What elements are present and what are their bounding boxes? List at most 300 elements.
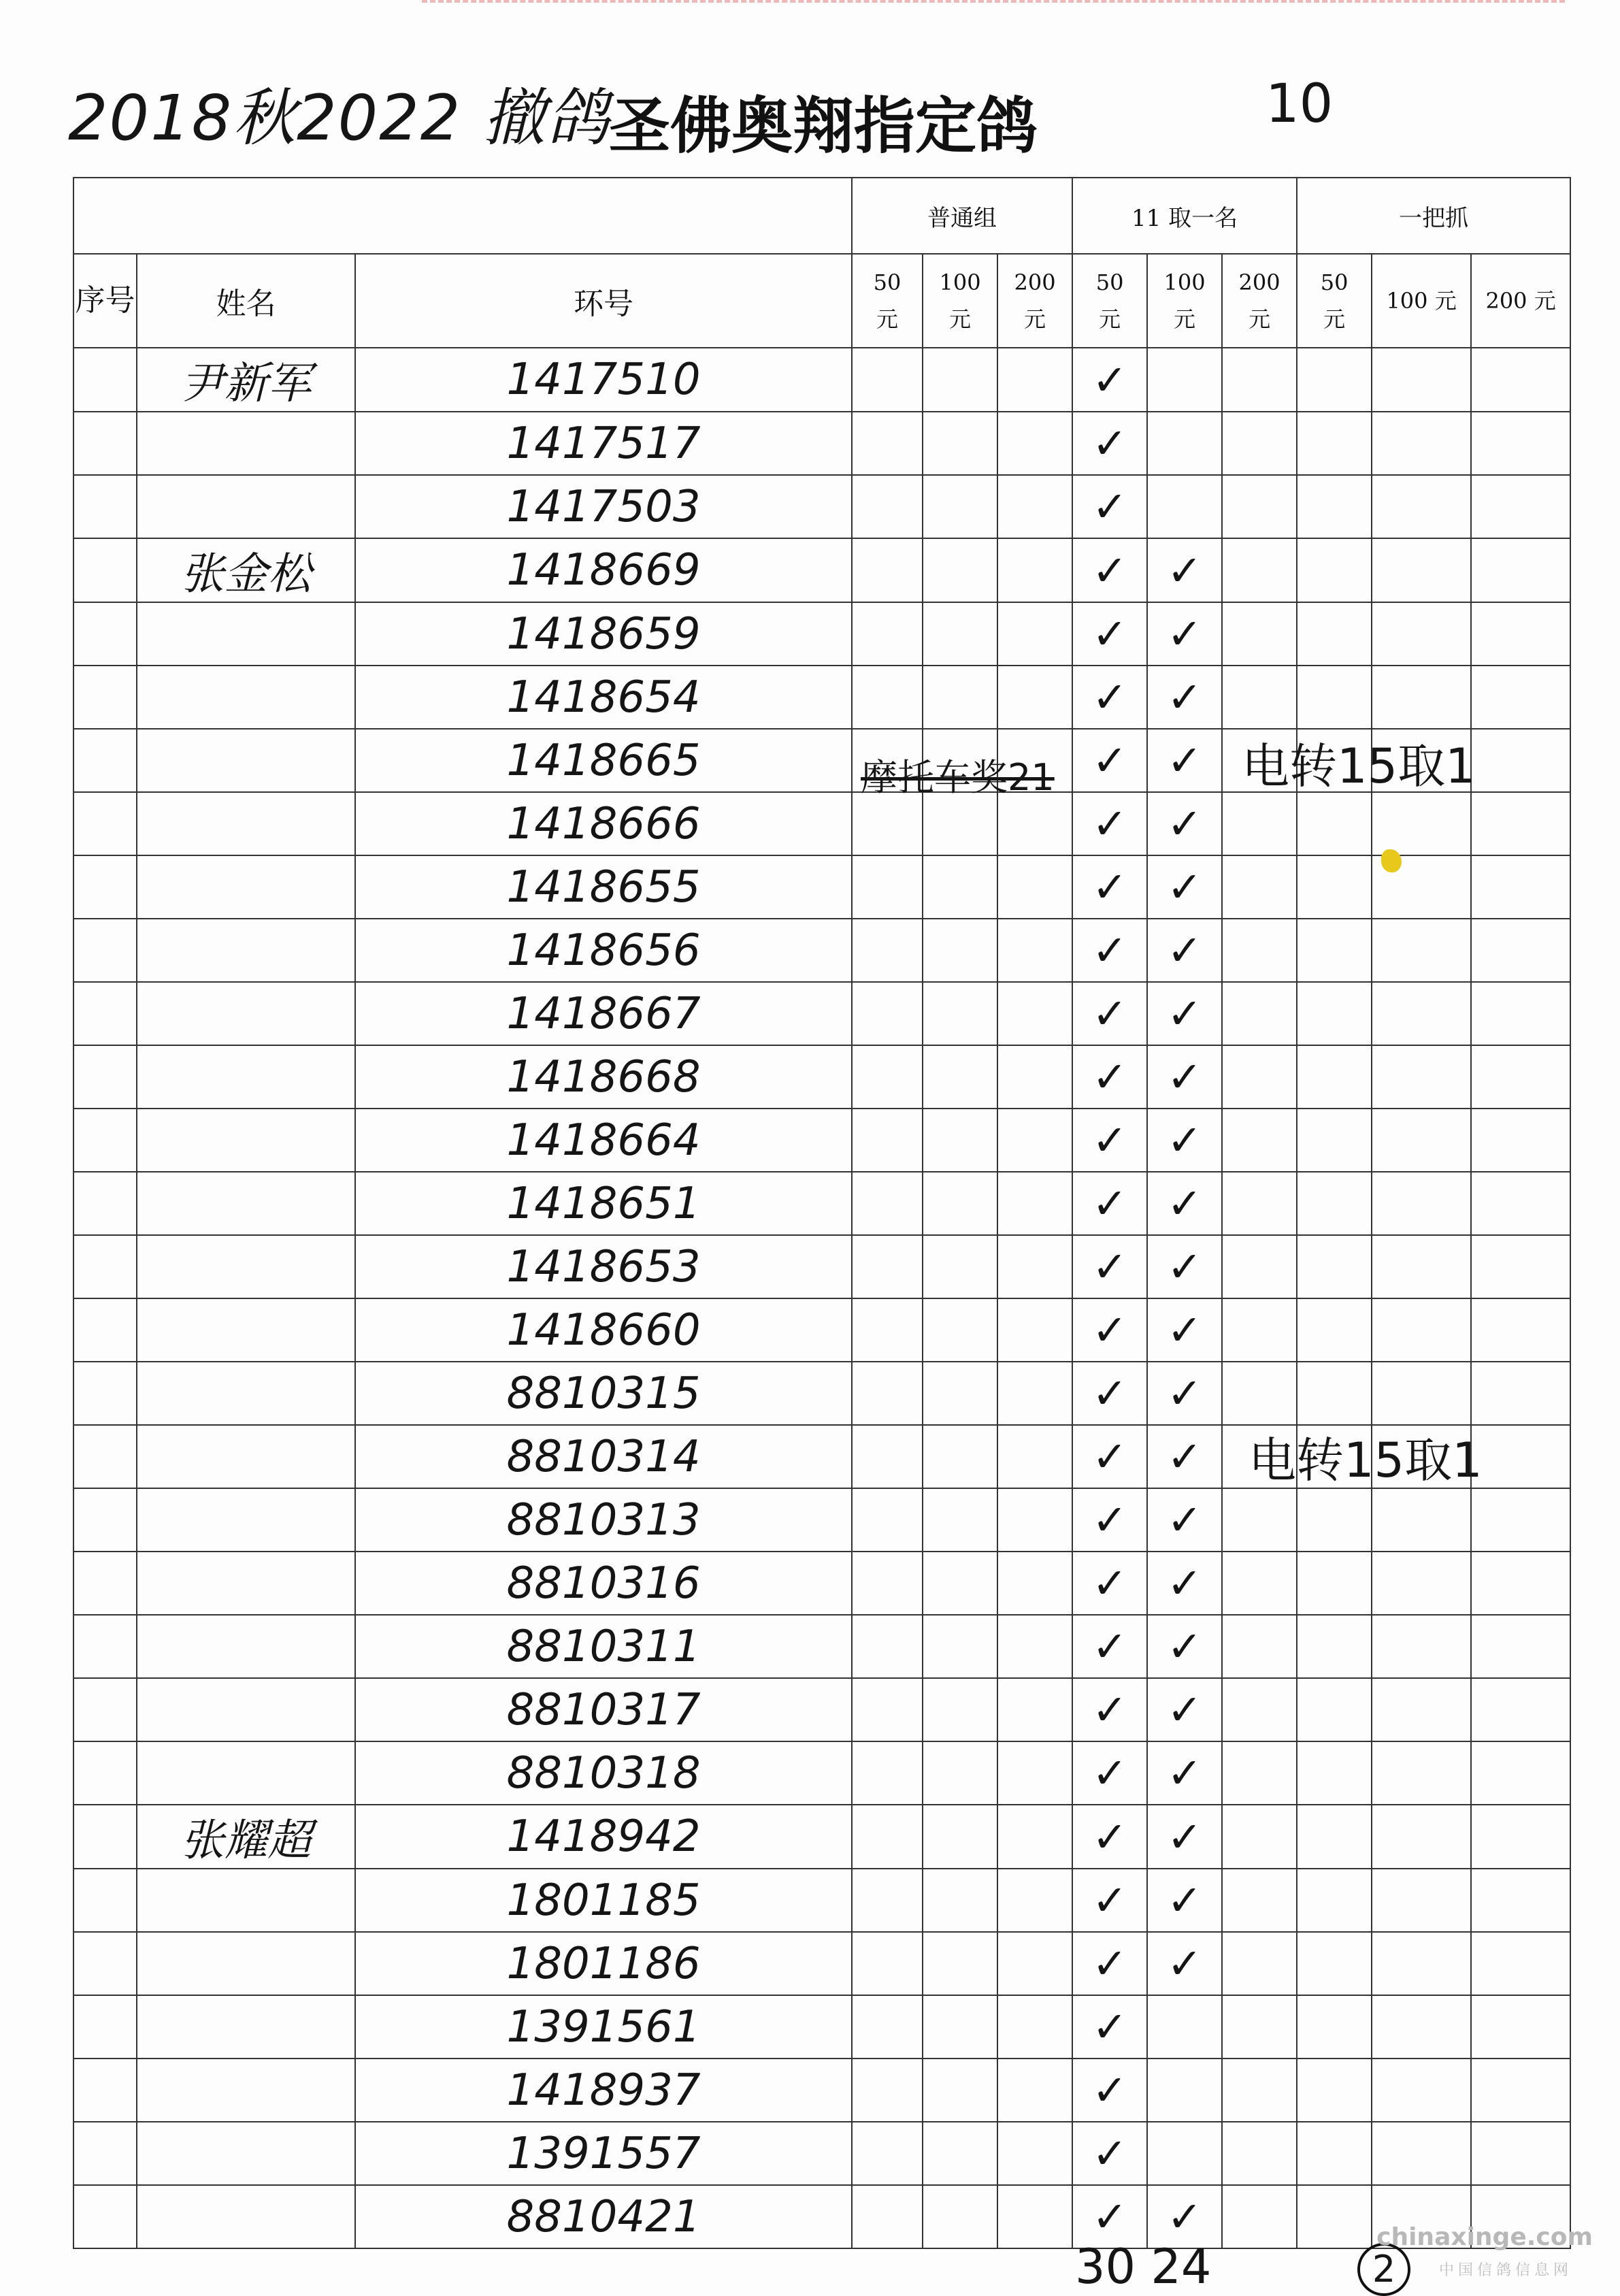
regular-50-cell — [852, 1995, 923, 2059]
table-row — [73, 666, 1570, 729]
note-electronic-15-pick-1: 电转15取1 — [1242, 738, 1476, 794]
group-header-regular: 普通组 — [852, 178, 1072, 254]
regular-100-cell — [923, 666, 997, 729]
regular-200-cell — [997, 1298, 1072, 1362]
grab-200-cell — [1471, 1805, 1570, 1869]
grab-200-cell — [1471, 1109, 1570, 1172]
grab-50-cell — [1297, 666, 1372, 729]
seq-cell — [73, 348, 137, 412]
ring-cell: 8810318 — [355, 1741, 852, 1805]
grab-200-cell — [1471, 919, 1570, 982]
regular-200-cell — [997, 1869, 1072, 1932]
pick-100-cell: ✓ — [1147, 666, 1222, 729]
regular-200-cell — [997, 2185, 1072, 2248]
ring-cell: 1418664 — [355, 1109, 852, 1172]
pick-100-cell — [1147, 1995, 1222, 2059]
regular-50-cell — [852, 1109, 923, 1172]
regular-200-cell — [997, 602, 1072, 666]
regular-50-cell — [852, 1552, 923, 1615]
sub-header-pick-100: 100 元 — [1147, 254, 1222, 348]
grab-200-cell — [1471, 855, 1570, 919]
grab-200-cell — [1471, 1932, 1570, 1995]
grab-100-cell — [1372, 982, 1471, 1045]
pick-100-cell: ✓ — [1147, 1805, 1222, 1869]
grab-100-cell — [1372, 1869, 1471, 1932]
pick-200-cell — [1222, 412, 1297, 475]
grab-50-cell — [1297, 855, 1372, 919]
pick-50-cell: ✓ — [1072, 666, 1147, 729]
pick-200-cell — [1222, 2185, 1297, 2248]
pick-100-cell — [1147, 348, 1222, 412]
table-row — [73, 2122, 1570, 2185]
grab-100-cell — [1372, 2059, 1471, 2122]
pick-100-cell: ✓ — [1147, 729, 1222, 792]
seq-cell — [73, 475, 137, 538]
pick-200-cell — [1222, 538, 1297, 602]
sub-header-regular-100: 100 元 — [923, 254, 997, 348]
yellow-stain — [1381, 849, 1402, 872]
regular-200-cell — [997, 1678, 1072, 1741]
sub-header-grab-200: 200 元 — [1471, 254, 1570, 348]
seq-cell — [73, 2059, 137, 2122]
sub-header-regular-200: 200 元 — [997, 254, 1072, 348]
pick-50-cell: ✓ — [1072, 729, 1147, 792]
grab-200-cell — [1471, 1678, 1570, 1741]
name-cell — [137, 792, 355, 855]
pick-200-cell — [1222, 1932, 1297, 1995]
name-cell — [137, 1298, 355, 1362]
circled-number: 2 — [1357, 2243, 1410, 2296]
ring-cell: 1418659 — [355, 602, 852, 666]
table-row — [73, 2185, 1570, 2248]
pick-100-cell: ✓ — [1147, 1488, 1222, 1552]
grab-50-cell — [1297, 1109, 1372, 1172]
regular-200-cell — [997, 666, 1072, 729]
grab-100-cell — [1372, 1615, 1471, 1678]
grab-100-cell — [1372, 1805, 1471, 1869]
regular-50-cell — [852, 538, 923, 602]
grab-200-cell — [1471, 792, 1570, 855]
regular-100-cell — [923, 475, 997, 538]
pick-50-cell: ✓ — [1072, 1615, 1147, 1678]
regular-50-cell — [852, 1172, 923, 1235]
pick-100-cell: ✓ — [1147, 1298, 1222, 1362]
grab-50-cell — [1297, 2185, 1372, 2248]
grab-100-cell — [1372, 666, 1471, 729]
pick-200-cell — [1222, 1362, 1297, 1425]
ring-cell: 1391561 — [355, 1995, 852, 2059]
name-cell — [137, 2122, 355, 2185]
ring-cell: 1418656 — [355, 919, 852, 982]
regular-50-cell — [852, 1425, 923, 1488]
grab-100-cell — [1372, 2122, 1471, 2185]
regular-200-cell — [997, 538, 1072, 602]
grab-200-cell — [1471, 666, 1570, 729]
name-cell — [137, 475, 355, 538]
seq-cell — [73, 412, 137, 475]
table-row — [73, 1995, 1570, 2059]
group-header-11-pick-1: 11 取一名 — [1072, 178, 1297, 254]
name-cell — [137, 1172, 355, 1235]
ring-cell: 1801185 — [355, 1869, 852, 1932]
seq-cell — [73, 666, 137, 729]
regular-50-cell — [852, 1298, 923, 1362]
pick-100-cell: ✓ — [1147, 1741, 1222, 1805]
grab-50-cell — [1297, 412, 1372, 475]
table-row — [73, 475, 1570, 538]
seq-cell — [73, 729, 137, 792]
grab-200-cell — [1471, 729, 1570, 792]
grab-50-cell — [1297, 1172, 1372, 1235]
table-row — [73, 412, 1570, 475]
name-cell: 张耀超 — [137, 1805, 355, 1869]
pick-100-cell: ✓ — [1147, 1678, 1222, 1741]
table-row — [73, 982, 1570, 1045]
page-number: 10 — [1266, 73, 1334, 135]
seq-cell — [73, 1995, 137, 2059]
regular-100-cell — [923, 602, 997, 666]
table-row — [73, 1172, 1570, 1235]
regular-100-cell — [923, 1362, 997, 1425]
grab-50-cell — [1297, 1488, 1372, 1552]
pick-200-cell — [1222, 1172, 1297, 1235]
grab-200-cell — [1471, 1741, 1570, 1805]
grab-200-cell — [1471, 1995, 1570, 2059]
pick-200-cell — [1222, 1109, 1297, 1172]
pick-50-cell: ✓ — [1072, 1932, 1147, 1995]
grab-100-cell — [1372, 1995, 1471, 2059]
pick-100-cell: ✓ — [1147, 1932, 1222, 1995]
table-row — [73, 919, 1570, 982]
regular-50-cell — [852, 1045, 923, 1109]
name-cell — [137, 1045, 355, 1109]
blank-header-cell — [73, 178, 852, 254]
grab-50-cell — [1297, 475, 1372, 538]
grab-200-cell — [1471, 1362, 1570, 1425]
header-ring: 环号 — [355, 254, 852, 348]
grab-50-cell — [1297, 1678, 1372, 1741]
ring-cell: 1417510 — [355, 348, 852, 412]
table-row — [73, 1678, 1570, 1741]
grab-200-cell — [1471, 412, 1570, 475]
ring-cell: 8810316 — [355, 1552, 852, 1615]
seq-cell — [73, 1678, 137, 1741]
regular-200-cell — [997, 982, 1072, 1045]
regular-100-cell — [923, 348, 997, 412]
pick-50-cell: ✓ — [1072, 1805, 1147, 1869]
ring-cell: 1418668 — [355, 1045, 852, 1109]
watermark-site: chinaxinge.com — [1376, 2223, 1593, 2251]
grab-200-cell — [1471, 1425, 1570, 1488]
regular-100-cell — [923, 2185, 997, 2248]
name-cell — [137, 1615, 355, 1678]
grab-50-cell — [1297, 1805, 1372, 1869]
regular-100-cell — [923, 1615, 997, 1678]
regular-100-cell — [923, 1678, 997, 1741]
grab-200-cell — [1471, 982, 1570, 1045]
grab-50-cell — [1297, 1235, 1372, 1298]
name-cell — [137, 1932, 355, 1995]
regular-50-cell — [852, 2059, 923, 2122]
grab-50-cell — [1297, 1045, 1372, 1109]
pick-50-cell: ✓ — [1072, 1741, 1147, 1805]
regular-200-cell — [997, 1362, 1072, 1425]
regular-200-cell — [997, 1805, 1072, 1869]
sub-header-pick-200: 200 元 — [1222, 254, 1297, 348]
pick-50-cell: ✓ — [1072, 2185, 1147, 2248]
ring-cell: 1418651 — [355, 1172, 852, 1235]
pick-50-cell: ✓ — [1072, 1235, 1147, 1298]
grab-50-cell — [1297, 1552, 1372, 1615]
pick-50-cell: ✓ — [1072, 1298, 1147, 1362]
name-cell: 尹新军 — [137, 348, 355, 412]
name-cell — [137, 1552, 355, 1615]
table-row — [73, 602, 1570, 666]
regular-100-cell — [923, 1109, 997, 1172]
table-row — [73, 1741, 1570, 1805]
table-row — [73, 1869, 1570, 1932]
pick-50-cell: ✓ — [1072, 1552, 1147, 1615]
pick-200-cell — [1222, 919, 1297, 982]
regular-50-cell — [852, 412, 923, 475]
regular-50-cell — [852, 348, 923, 412]
regular-100-cell — [923, 855, 997, 919]
grab-100-cell — [1372, 1741, 1471, 1805]
pick-100-cell: ✓ — [1147, 855, 1222, 919]
table-row — [73, 792, 1570, 855]
seq-cell — [73, 1109, 137, 1172]
regular-50-cell — [852, 602, 923, 666]
ring-cell: 1418937 — [355, 2059, 852, 2122]
regular-50-cell — [852, 475, 923, 538]
regular-50-cell — [852, 855, 923, 919]
grab-200-cell — [1471, 348, 1570, 412]
regular-100-cell — [923, 1045, 997, 1109]
pick-200-cell — [1222, 1741, 1297, 1805]
grab-100-cell — [1372, 475, 1471, 538]
grab-50-cell — [1297, 1932, 1372, 1995]
pick-100-cell — [1147, 475, 1222, 538]
table-row — [73, 1235, 1570, 1298]
pick-50-cell: ✓ — [1072, 412, 1147, 475]
grab-50-cell — [1297, 2122, 1372, 2185]
pick-50-cell: ✓ — [1072, 919, 1147, 982]
regular-50-cell — [852, 792, 923, 855]
regular-200-cell — [997, 1741, 1072, 1805]
grab-200-cell — [1471, 1552, 1570, 1615]
ring-cell: 8810315 — [355, 1362, 852, 1425]
regular-50-cell — [852, 1615, 923, 1678]
regular-100-cell — [923, 919, 997, 982]
seq-cell — [73, 1488, 137, 1552]
pick-100-cell: ✓ — [1147, 2185, 1222, 2248]
grab-100-cell — [1372, 1109, 1471, 1172]
note-electronic-15-pick-1-second: 电转15取1 — [1249, 1432, 1483, 1488]
regular-200-cell — [997, 348, 1072, 412]
pick-50-cell: ✓ — [1072, 602, 1147, 666]
pick-100-cell — [1147, 2122, 1222, 2185]
seq-cell — [73, 1298, 137, 1362]
regular-100-cell — [923, 1552, 997, 1615]
seq-cell — [73, 1362, 137, 1425]
pick-50-cell: ✓ — [1072, 982, 1147, 1045]
pick-50-cell: ✓ — [1072, 1045, 1147, 1109]
regular-50-cell — [852, 1488, 923, 1552]
group-header-grab-all: 一把抓 — [1297, 178, 1570, 254]
grab-200-cell — [1471, 475, 1570, 538]
grab-50-cell — [1297, 1741, 1372, 1805]
seq-cell — [73, 1425, 137, 1488]
seq-cell — [73, 919, 137, 982]
regular-50-cell — [852, 1235, 923, 1298]
seq-cell — [73, 602, 137, 666]
pick-200-cell — [1222, 1488, 1297, 1552]
pick-100-cell: ✓ — [1147, 1045, 1222, 1109]
pick-50-cell: ✓ — [1072, 2122, 1147, 2185]
regular-200-cell — [997, 1552, 1072, 1615]
regular-50-cell — [852, 1805, 923, 1869]
grab-100-cell — [1372, 1298, 1471, 1362]
regular-100-cell — [923, 982, 997, 1045]
grab-200-cell — [1471, 1869, 1570, 1932]
pick-50-cell: ✓ — [1072, 348, 1147, 412]
grab-50-cell — [1297, 1362, 1372, 1425]
seq-cell — [73, 1805, 137, 1869]
seq-cell — [73, 792, 137, 855]
regular-200-cell — [997, 1425, 1072, 1488]
regular-50-cell — [852, 1741, 923, 1805]
regular-100-cell — [923, 1932, 997, 1995]
grab-100-cell — [1372, 1932, 1471, 1995]
ring-cell: 8810314 — [355, 1425, 852, 1488]
seq-cell — [73, 2185, 137, 2248]
name-cell — [137, 1488, 355, 1552]
table-body — [73, 348, 1570, 2248]
seq-cell — [73, 1932, 137, 1995]
pick-200-cell — [1222, 2122, 1297, 2185]
ring-cell: 1418666 — [355, 792, 852, 855]
table-row — [73, 1362, 1570, 1425]
seq-cell — [73, 982, 137, 1045]
name-cell — [137, 412, 355, 475]
pick-100-cell: ✓ — [1147, 1235, 1222, 1298]
handwritten-title: 2018秋2022 撤鸽 — [68, 82, 611, 154]
table-row — [73, 348, 1570, 412]
regular-50-cell — [852, 1869, 923, 1932]
table-row — [73, 1488, 1570, 1552]
grab-100-cell — [1372, 919, 1471, 982]
pick-50-cell: ✓ — [1072, 1362, 1147, 1425]
name-cell — [137, 982, 355, 1045]
pick-200-cell — [1222, 1045, 1297, 1109]
header-name: 姓名 — [137, 254, 355, 348]
column-totals: 30 24 — [1075, 2239, 1212, 2295]
regular-50-cell — [852, 2122, 923, 2185]
pick-50-cell: ✓ — [1072, 855, 1147, 919]
seq-cell — [73, 2122, 137, 2185]
regular-100-cell — [923, 1235, 997, 1298]
seq-cell — [73, 855, 137, 919]
regular-200-cell — [997, 1488, 1072, 1552]
grab-50-cell — [1297, 982, 1372, 1045]
name-cell: 张金松 — [137, 538, 355, 602]
pick-200-cell — [1222, 475, 1297, 538]
grab-50-cell — [1297, 2059, 1372, 2122]
name-cell — [137, 1235, 355, 1298]
grab-100-cell — [1372, 1172, 1471, 1235]
regular-200-cell — [997, 792, 1072, 855]
name-cell — [137, 2185, 355, 2248]
grab-100-cell — [1372, 1552, 1471, 1615]
red-ink-mark — [422, 0, 1565, 12]
pick-100-cell: ✓ — [1147, 602, 1222, 666]
grab-50-cell — [1297, 792, 1372, 855]
pick-200-cell — [1222, 1995, 1297, 2059]
regular-200-cell — [997, 855, 1072, 919]
grab-50-cell — [1297, 1995, 1372, 2059]
table-row — [73, 1298, 1570, 1362]
pick-200-cell — [1222, 602, 1297, 666]
regular-100-cell — [923, 1172, 997, 1235]
pick-50-cell: ✓ — [1072, 1869, 1147, 1932]
table-row — [73, 1109, 1570, 1172]
seq-cell — [73, 1552, 137, 1615]
grab-50-cell — [1297, 919, 1372, 982]
grab-100-cell — [1372, 538, 1471, 602]
regular-50-cell — [852, 1362, 923, 1425]
regular-50-cell — [852, 2185, 923, 2248]
ring-cell: 8810313 — [355, 1488, 852, 1552]
grab-200-cell — [1471, 1235, 1570, 1298]
name-cell — [137, 602, 355, 666]
ring-cell: 1417517 — [355, 412, 852, 475]
regular-50-cell — [852, 982, 923, 1045]
seq-cell — [73, 1741, 137, 1805]
regular-100-cell — [923, 1298, 997, 1362]
pick-200-cell — [1222, 982, 1297, 1045]
regular-200-cell — [997, 1235, 1072, 1298]
name-cell — [137, 1362, 355, 1425]
ring-cell: 1391557 — [355, 2122, 852, 2185]
seq-cell — [73, 1172, 137, 1235]
regular-200-cell — [997, 2122, 1072, 2185]
name-cell — [137, 1109, 355, 1172]
pick-100-cell — [1147, 2059, 1222, 2122]
table-row — [73, 1932, 1570, 1995]
name-cell — [137, 729, 355, 792]
grab-100-cell — [1372, 1488, 1471, 1552]
pick-200-cell — [1222, 1235, 1297, 1298]
regular-100-cell — [923, 538, 997, 602]
watermark-cn: 中国信鸽信息网 — [1438, 2262, 1572, 2279]
pick-50-cell: ✓ — [1072, 792, 1147, 855]
pick-200-cell — [1222, 666, 1297, 729]
regular-50-cell — [852, 919, 923, 982]
pick-200-cell — [1222, 2059, 1297, 2122]
regular-100-cell — [923, 2059, 997, 2122]
pick-50-cell: ✓ — [1072, 2059, 1147, 2122]
regular-100-cell — [923, 1741, 997, 1805]
regular-100-cell — [923, 2122, 997, 2185]
ring-cell: 1417503 — [355, 475, 852, 538]
grab-100-cell — [1372, 412, 1471, 475]
pick-100-cell: ✓ — [1147, 919, 1222, 982]
sub-header-pick-50: 50 元 — [1072, 254, 1147, 348]
pick-200-cell — [1222, 855, 1297, 919]
regular-100-cell — [923, 1805, 997, 1869]
ring-cell: 1418660 — [355, 1298, 852, 1362]
seq-cell — [73, 1615, 137, 1678]
